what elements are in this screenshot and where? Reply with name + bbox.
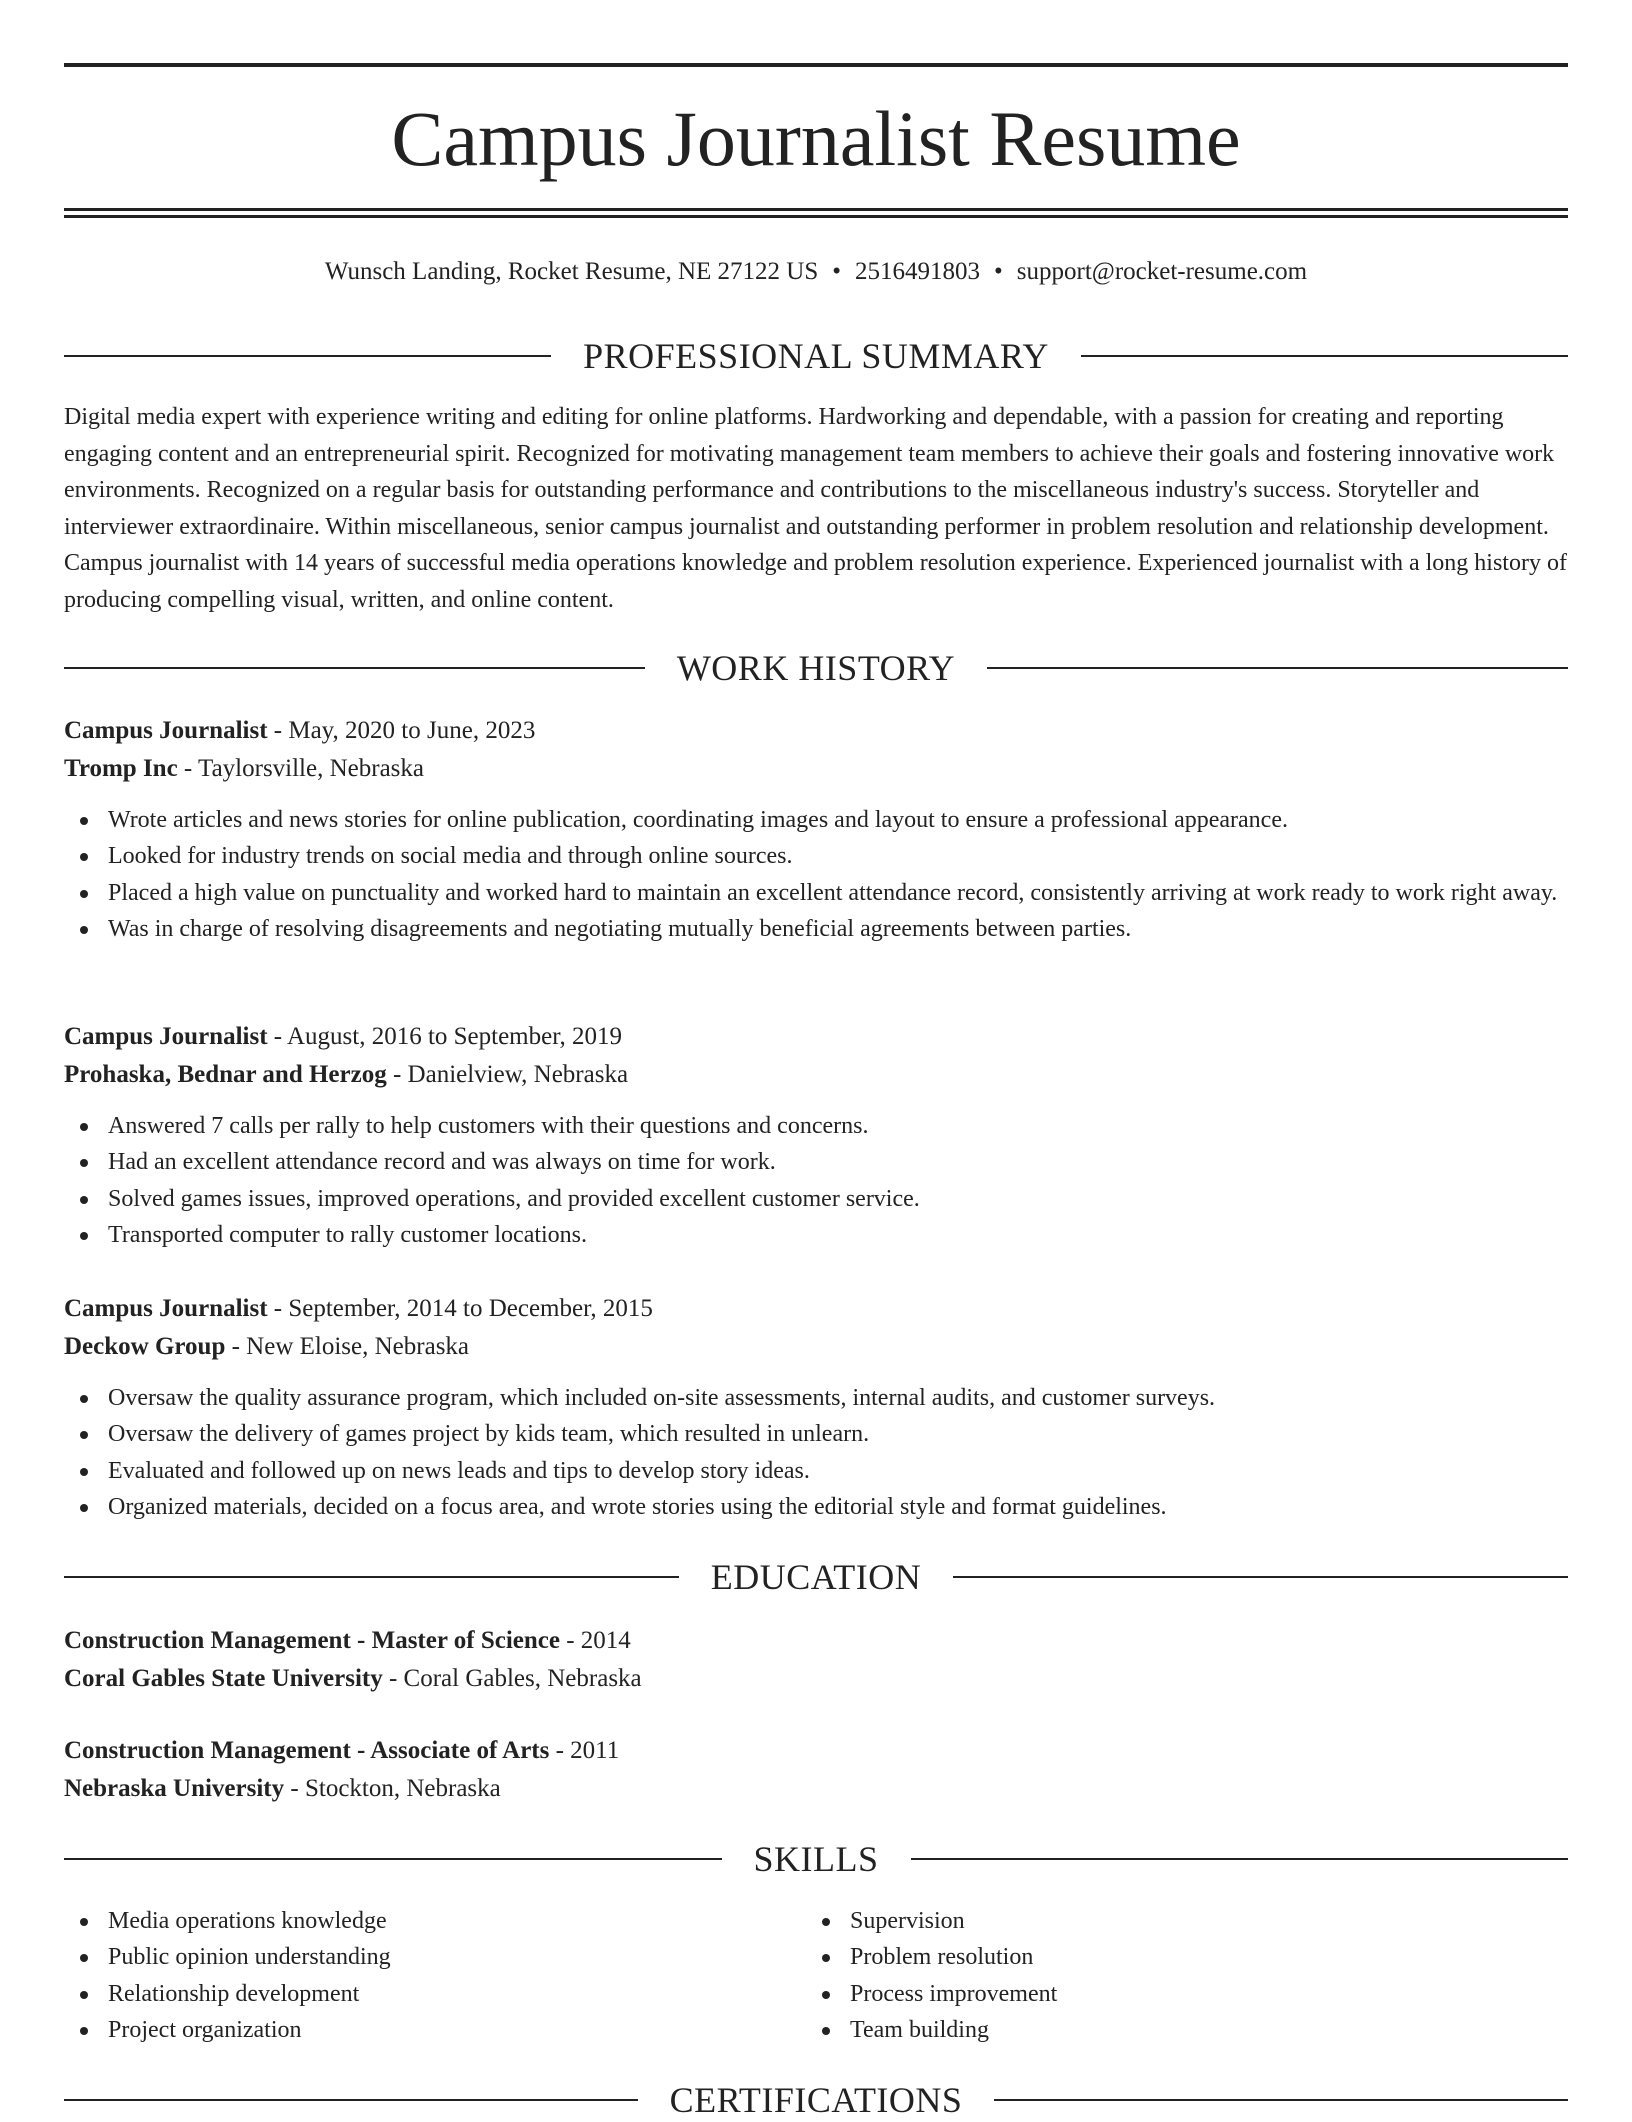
job-company-line	[64, 1328, 1568, 1366]
degree-year: - 2011	[549, 1737, 620, 1764]
skills-column-right	[806, 1903, 1548, 2048]
bullet-item: Placed a high value on punctuality and worked hard to maintain an excellent attendance record, consistently arriving at work ready to work right away.	[64, 875, 1568, 911]
heading-rule	[953, 1576, 1568, 1578]
section-heading-skills	[64, 1837, 1568, 1881]
heading-rule	[1081, 355, 1568, 357]
skill-item: Public opinion understanding	[64, 1939, 806, 1975]
bullet-item: Oversaw the delivery of games project by kids team, which resulted in unlearn.	[64, 1416, 1568, 1452]
section-title: WORK HISTORY	[676, 648, 956, 688]
contact-email: support@rocket-resume.com	[1016, 258, 1308, 285]
contact-line	[64, 254, 1568, 290]
job-entry	[64, 712, 1568, 947]
title-rule-upper	[64, 208, 1568, 211]
school-location: - Stockton, Nebraska	[284, 1775, 501, 1802]
job-location: - Danielview, Nebraska	[386, 1061, 629, 1088]
school-line	[64, 1660, 1568, 1698]
section-title: PROFESSIONAL SUMMARY	[583, 336, 1049, 376]
heading-rule	[64, 1576, 679, 1578]
job-dates: - May, 2020 to June, 2023	[267, 717, 536, 744]
contact-separator: •	[994, 258, 1003, 285]
title-rule-lower	[64, 215, 1568, 218]
education-entry	[64, 1732, 1568, 1808]
contact-address: Wunsch Landing, Rocket Resume, NE 27122 US	[324, 258, 819, 285]
job-entry	[64, 1018, 1568, 1253]
skill-item: Project organization	[64, 2012, 806, 2048]
degree: Construction Management - Associate of Arts	[64, 1737, 550, 1764]
job-bullets	[64, 1108, 1568, 1253]
heading-rule	[64, 667, 645, 669]
job-bullets	[64, 802, 1568, 947]
degree-year: - 2014	[559, 1627, 631, 1654]
job-company: Prohaska, Bednar and Herzog	[64, 1061, 387, 1088]
job-company-line	[64, 750, 1568, 788]
bullet-item: Had an excellent attendance record and was always on time for work.	[64, 1144, 1568, 1180]
degree-line	[64, 1622, 1568, 1660]
education-entry	[64, 1622, 1568, 1698]
section-heading-education	[64, 1555, 1568, 1599]
skills-list	[64, 1903, 1568, 2048]
bullet-item: Transported computer to rally customer locations.	[64, 1217, 1568, 1253]
job-company-line	[64, 1056, 1568, 1094]
contact-phone: 2516491803	[855, 258, 981, 285]
job-title: Campus Journalist	[64, 1023, 268, 1050]
heading-rule	[64, 355, 551, 357]
school: Nebraska University	[64, 1775, 285, 1802]
bullet-item: Wrote articles and news stories for online publication, coordinating images and layout to ensure a professional appearance.	[64, 802, 1568, 838]
bullet-item: Was in charge of resolving disagreements and negotiating mutually beneficial agreements between parties.	[64, 911, 1568, 947]
job-company: Deckow Group	[64, 1333, 226, 1360]
skill-item: Media operations knowledge	[64, 1903, 806, 1939]
job-title-line	[64, 712, 1568, 750]
job-location: - Taylorsville, Nebraska	[177, 755, 424, 782]
school-location: - Coral Gables, Nebraska	[382, 1665, 642, 1692]
job-location: - New Eloise, Nebraska	[225, 1333, 470, 1360]
section-title: EDUCATION	[710, 1557, 922, 1597]
heading-rule	[994, 2099, 1568, 2101]
job-title: Campus Journalist	[64, 717, 268, 744]
bullet-item: Solved games issues, improved operations, and provided excellent customer service.	[64, 1181, 1568, 1217]
school-line	[64, 1770, 1568, 1808]
skill-item: Process improvement	[806, 1976, 1548, 2012]
job-dates: - September, 2014 to December, 2015	[267, 1295, 653, 1322]
heading-rule	[64, 2099, 638, 2101]
bullet-item: Evaluated and followed up on news leads and tips to develop story ideas.	[64, 1453, 1568, 1489]
degree: Construction Management - Master of Science	[64, 1627, 560, 1654]
job-title: Campus Journalist	[64, 1295, 268, 1322]
bullet-item: Oversaw the quality assurance program, which included on-site assessments, internal audits, and customer surveys.	[64, 1380, 1568, 1416]
contact-separator: •	[832, 258, 842, 285]
heading-rule	[911, 1858, 1569, 1860]
job-title-line	[64, 1290, 1568, 1328]
job-title-line	[64, 1018, 1568, 1056]
bullet-item: Looked for industry trends on social media and through online sources.	[64, 838, 1568, 874]
section-heading-certifications	[64, 2078, 1568, 2122]
skill-item: Supervision	[806, 1903, 1548, 1939]
job-company: Tromp Inc	[64, 755, 178, 782]
section-heading-summary	[64, 334, 1568, 378]
degree-line	[64, 1732, 1568, 1770]
summary-text: Digital media expert with experience writing and editing for online platforms. Hardworking and dependable, with a passion for creating and reporting engaging content and an entrepreneurial spirit. Recognized for motivating management team members to achieve their goals and fostering innovative work environments. Recognized on a regular basis for outstanding performance and contributions to the miscellaneous industry's success. Storyteller and interviewer extraordinaire. Within miscellaneous, senior campus journalist and outstanding performer in problem resolution and relationship development. Campus journalist with 14 years of successful media operations knowledge and problem resolution experience. Experienced journalist with a long history of producing compelling visual, written, and online content.	[64, 404, 1567, 613]
skill-item: Relationship development	[64, 1976, 806, 2012]
skill-item: Team building	[806, 2012, 1548, 2048]
job-bullets	[64, 1380, 1568, 1525]
skill-item: Problem resolution	[806, 1939, 1548, 1975]
section-title: CERTIFICATIONS	[669, 2080, 963, 2120]
heading-rule	[64, 1858, 722, 1860]
job-entry	[64, 1290, 1568, 1525]
section-title: SKILLS	[753, 1839, 879, 1879]
skills-column-left	[64, 1903, 806, 2048]
job-dates: - August, 2016 to September, 2019	[267, 1023, 623, 1050]
heading-rule	[987, 667, 1568, 669]
top-rule	[64, 63, 1568, 67]
resume-title: Campus Journalist Resume	[391, 95, 1241, 182]
school: Coral Gables State University	[64, 1665, 383, 1692]
section-heading-work-history	[64, 646, 1568, 690]
bullet-item: Answered 7 calls per rally to help customers with their questions and concerns.	[64, 1108, 1568, 1144]
bullet-item: Organized materials, decided on a focus area, and wrote stories using the editorial style and format guidelines.	[64, 1489, 1568, 1525]
